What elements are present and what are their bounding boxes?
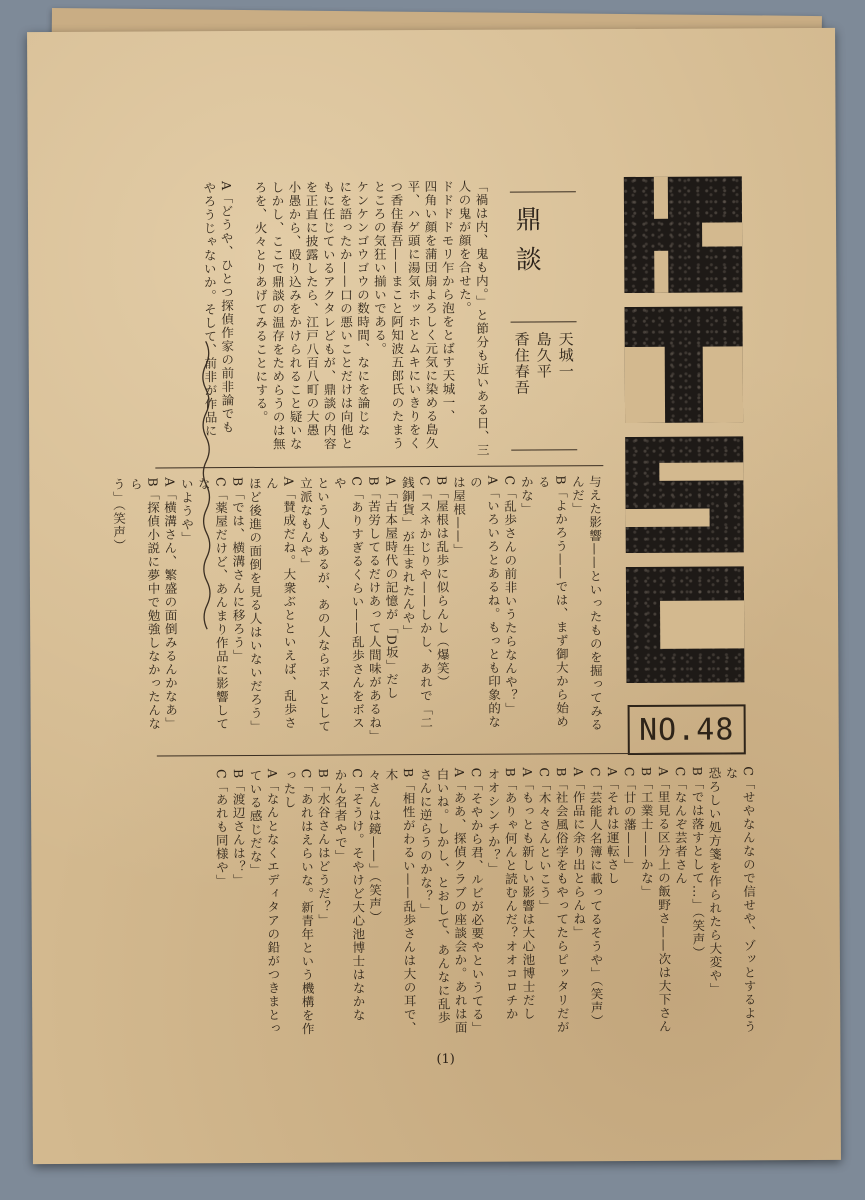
text-line: B「社会風俗学をもやってたらピッタリだが bbox=[553, 767, 571, 1035]
title-rule-top bbox=[510, 191, 576, 192]
text-line: C「せやなんなので信せや、ゾッとするような bbox=[723, 766, 758, 1034]
text-line: B「ありゃ何んと読むんだ？オオコロチか bbox=[502, 767, 520, 1021]
text-line: 四角い顔を蒲団扇よろしく元気に染める島久 bbox=[422, 179, 440, 451]
section-divider-top bbox=[155, 465, 603, 468]
text-line: オオシンチか？」 bbox=[485, 767, 502, 876]
text-line: 人の鬼が顔を合せた。 bbox=[456, 179, 473, 315]
text-line: A「賛成だね。大衆ぶとといえば、乱歩さん bbox=[264, 476, 298, 730]
text-line: 「禍は内、鬼も内。」と節分も近いある日、三 bbox=[473, 179, 491, 458]
text-line: A「なんとなくエディタアの鉛がつきまとっ bbox=[264, 768, 282, 1036]
text-line: B「屋根は乱歩に似らんし（爆笑） bbox=[434, 475, 451, 689]
text-line: 銭銅貨」が生まれたんや」 bbox=[400, 476, 417, 639]
text-line: 立派なもんや」 bbox=[298, 476, 314, 572]
text-line: A「いろいろとあるね。もっとも印象的なの bbox=[468, 475, 502, 729]
text-line: にを語ったか——口の悪いことだけは向他と bbox=[337, 180, 355, 451]
text-line: A「横溝さん、繁盛の面倒みるんかなあ」 bbox=[162, 477, 179, 731]
text-line: 恐ろしい処方箋を作られたら大変や」 bbox=[706, 766, 724, 997]
text-line: C「あれはえらいな。新青年という機構を作 bbox=[298, 768, 316, 1036]
text-line: ドドドドモリ乍から泡をとばす天城一、 bbox=[439, 179, 457, 423]
text-line: う」（笑声） bbox=[111, 477, 127, 553]
text-line: A「それは運転さし bbox=[604, 767, 621, 886]
text-line: 平、ハゲ頭に湯気ホッホとムキにいきりをく bbox=[405, 180, 423, 451]
text-line: B「渡辺さんは？」 bbox=[230, 768, 247, 888]
page-number: (1) bbox=[436, 1051, 455, 1067]
dialogue-middle bbox=[111, 475, 604, 744]
text-line: B「では、横溝さんに移ろう」 bbox=[230, 476, 247, 663]
text-line: A「里見る区分上の飯野さ——次は大下さん bbox=[655, 766, 673, 1034]
logo-letter-c bbox=[626, 566, 745, 683]
text-line: B「よかろう——では、まず御大から始める bbox=[536, 475, 570, 729]
text-line: B「探偵小説に夢中で勉強しなかったんなら bbox=[128, 477, 162, 731]
text-line: B「では落すとして…」（笑声） bbox=[689, 766, 706, 960]
logo-letter-t bbox=[624, 306, 743, 423]
text-line: C「芸能人名簿に載ってるそうや」（笑声） bbox=[587, 767, 605, 1029]
title-rule-mid bbox=[511, 321, 577, 322]
participant-name: 天城一 bbox=[556, 331, 575, 380]
logo-letter-s bbox=[625, 436, 744, 553]
text-line: を正直に披露したら、江戸八百八町の大愚 bbox=[303, 180, 321, 438]
text-line: B「苦労してるだけあって人間味があるね」 bbox=[366, 476, 383, 744]
participants-list bbox=[511, 331, 578, 461]
text-line: C「そやから君、ルビが必要やというてる」 bbox=[468, 767, 486, 1035]
intro-text bbox=[178, 180, 491, 462]
newsletter-page bbox=[27, 28, 841, 1164]
text-line: C「廿の藩——」 bbox=[621, 766, 638, 873]
text-line: かな」 bbox=[519, 475, 535, 517]
text-line: ったし bbox=[281, 768, 298, 810]
text-line: ろを、火々とりあげてみることにする。 bbox=[252, 180, 270, 424]
text-line: A「どうや、ひとつ探偵作家の前非論でも bbox=[218, 181, 236, 435]
text-line: A「ああ、探偵クラブの座談会か。あれは面 bbox=[451, 767, 469, 1035]
text-line: やろうじゃないか。そして、前非が作品に bbox=[201, 181, 219, 438]
text-line: C「薬屋だけど、あんまり作品に影響してな bbox=[196, 477, 230, 731]
text-line: C「スネかじりや——しかし、あれで「二 bbox=[417, 476, 434, 730]
text-line: ケンケンゴウゴウの数時間、なにを論じな bbox=[354, 180, 372, 437]
text-line: 小愚から、殴り込みをかけられること疑いな bbox=[286, 180, 304, 451]
text-line: 々さんは鏡——」（笑声） bbox=[366, 768, 383, 925]
text-line: C「木々さんといこう」 bbox=[536, 767, 553, 914]
text-line: ところの気狂い揃いである。 bbox=[371, 180, 388, 356]
text-line: A「古本屋時代の記憶が「D坂」だし bbox=[383, 476, 400, 700]
text-line: 白いね。しかし、とおして、あんなに乱歩 bbox=[434, 767, 452, 1025]
participant-name: 香住春吾 bbox=[512, 331, 531, 396]
masthead-logo bbox=[624, 176, 745, 683]
text-line: B「相性がわるい——乱歩さんは大の耳で、木 bbox=[383, 768, 418, 1035]
logo-letter-k bbox=[624, 176, 743, 293]
text-line: は屋根——」 bbox=[451, 475, 467, 557]
text-line: かん名者やで」 bbox=[332, 768, 349, 864]
text-line: A「作品に余り出とらんね」 bbox=[570, 767, 587, 940]
text-line: つ香住春吾——まこと阿知波五郎氏のたまう bbox=[388, 180, 406, 451]
text-line: C「なんぞ芸者さん bbox=[672, 766, 689, 886]
text-line: C「ありすぎるくらい——乱歩さんをボスや bbox=[332, 476, 366, 731]
text-line: ほど後進の面倒を見る人はいないだろう」 bbox=[247, 476, 264, 734]
text-line: という人もあるが、あの人ならボスとして bbox=[315, 476, 332, 734]
participant-name: 島久平 bbox=[534, 331, 553, 380]
text-line: B「工業士——かな」 bbox=[638, 766, 655, 899]
article-title: 鼎談 bbox=[510, 205, 542, 286]
text-line: C「そうけ。そやけど大心池博士はなかな bbox=[349, 768, 367, 1023]
text-line: もに任じているアクタレどもが、鼎談の内容 bbox=[320, 180, 338, 451]
text-line: C「乱歩さんの前非いうたらなんや？」 bbox=[502, 475, 519, 716]
issue-number: NO.48 bbox=[628, 704, 746, 755]
dialogue-bottom bbox=[157, 766, 758, 1045]
text-line: 与えた影響——といったものを掘ってみる bbox=[587, 475, 604, 732]
text-line: いようや」 bbox=[179, 477, 195, 545]
text-line: さんに逆らうのかな？」 bbox=[417, 768, 434, 917]
text-line: しかし、ここで鼎談の温存をためらうのは無 bbox=[269, 180, 287, 451]
text-line: B「水谷さんはどうだ？」 bbox=[315, 768, 332, 928]
text-line: んだ」 bbox=[570, 475, 586, 516]
text-line: A「もっとも新しい影響は大心池博士だし bbox=[519, 767, 537, 1021]
text-line: C「あれも同様や」 bbox=[213, 769, 230, 888]
text-line: ている感じだな」 bbox=[247, 768, 264, 877]
